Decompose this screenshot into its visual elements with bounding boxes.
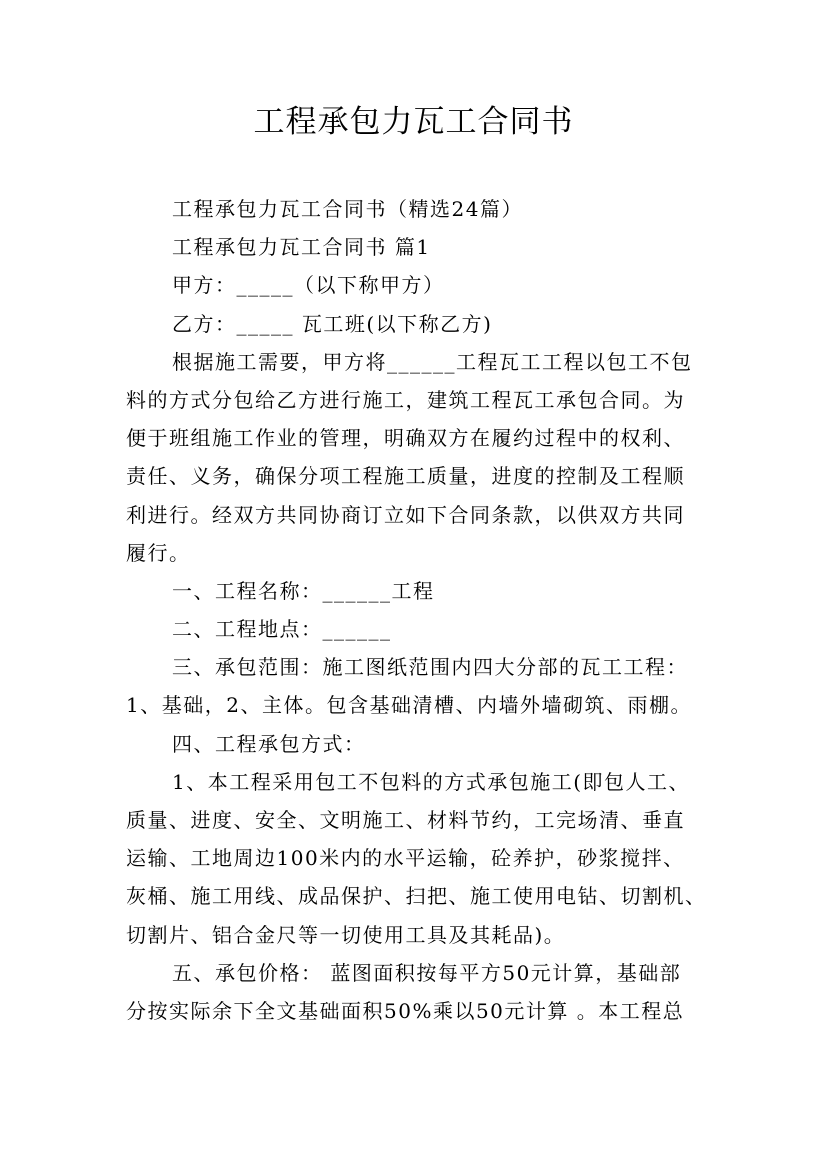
paragraph-line: 利进行。经双方共同协商订立如下合同条款，以供双方共同 — [126, 502, 685, 527]
paragraph-line: 1、本工程采用包工不包料的方式承包施工(即包人工、 — [172, 769, 691, 794]
paragraph-line: 灰桶、施工用线、成品保护、扫把、施工使用电钻、切割机、 — [126, 884, 707, 909]
paragraph-line: 三、承包范围：施工图纸范围内四大分部的瓦工工程： — [172, 655, 688, 680]
paragraph-line: 甲方：_____（以下称甲方） — [172, 273, 445, 298]
paragraph-line: 切割片、铝合金尺等一切使用工具及其耗品)。 — [126, 922, 566, 947]
paragraph-line: 二、工程地点：______ — [172, 617, 392, 642]
paragraph-line: 料的方式分包给乙方进行施工，建筑工程瓦工承包合同。为 — [126, 387, 685, 412]
paragraph-line: 工程承包力瓦工合同书 篇1 — [172, 235, 431, 260]
document-title: 工程承包力瓦工合同书 — [253, 104, 574, 140]
paragraph-line: 分按实际余下全文基础面积50%乘以50元计算 。本工程总 — [126, 998, 685, 1023]
paragraph-line: 一、工程名称：______工程 — [172, 578, 435, 603]
paragraph-line: 责任、义务，确保分项工程施工质量，进度的控制及工程顺 — [126, 464, 685, 489]
paragraph-line: 四、工程承包方式： — [172, 731, 366, 756]
paragraph-line: 运输、工地周边100米内的水平运输，砼养护，砂浆搅拌、 — [126, 846, 685, 871]
paragraph-line: 工程承包力瓦工合同书（精选24篇） — [172, 197, 523, 221]
paragraph-line: 五、承包价格： 蓝图面积按每平方50元计算，基础部 — [172, 960, 682, 985]
paragraph-line: 1、基础，2、主体。包含基础清槽、内墙外墙砌筑、雨棚。 — [126, 693, 692, 718]
paragraph-line: 质量、进度、安全、文明施工、材料节约，工完场清、垂直 — [126, 808, 685, 832]
paragraph-line: 便于班组施工作业的管理，明确双方在履约过程中的权利、 — [126, 426, 685, 451]
paragraph-line: 履行。 — [126, 540, 191, 565]
document-body — [126, 190, 716, 1030]
paragraph-line: 乙方：_____ 瓦工班(以下称乙方) — [172, 311, 493, 336]
paragraph-line: 根据施工需要，甲方将______工程瓦工工程以包工不包 — [172, 349, 693, 374]
